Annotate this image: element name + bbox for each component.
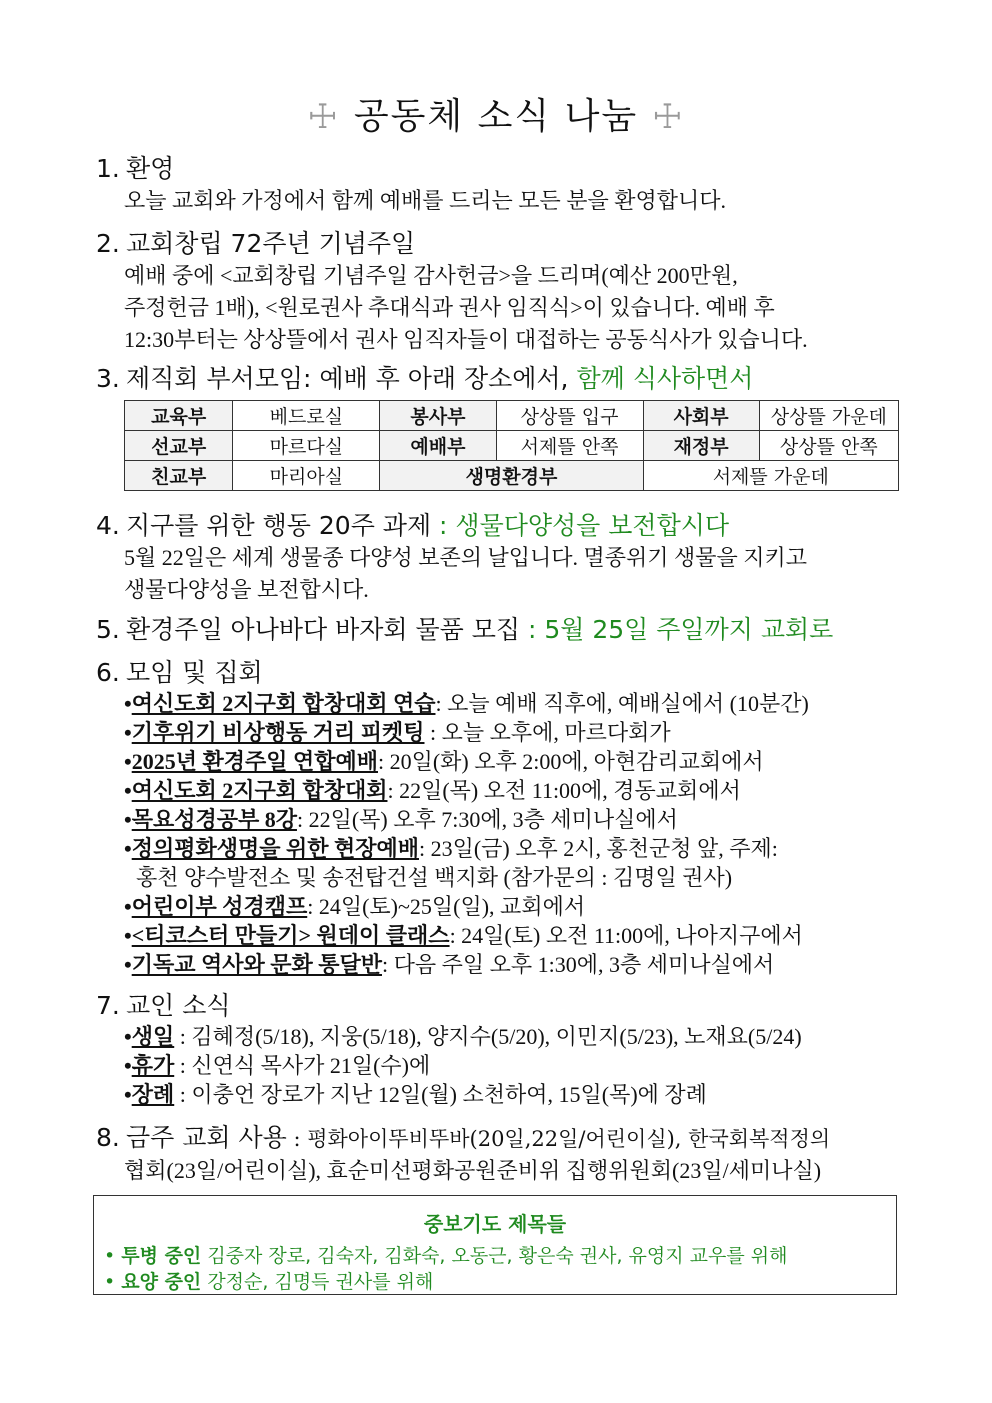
event-name: 목요성경공부 8강 xyxy=(131,807,297,832)
dept-location: 서제뜰 안쪽 xyxy=(496,431,643,461)
section-meetings xyxy=(96,657,906,979)
section-number: 5. xyxy=(96,615,120,644)
event-name: 정의평화생명을 위한 현장예배 xyxy=(131,836,419,861)
event-detail: : 23일(금) 오후 2시, 홍천군청 앞, 주제: xyxy=(418,836,778,861)
news-detail: : 이충언 장로가 지난 12일(월) 소천하여, 15일(목)에 장례 xyxy=(174,1082,707,1107)
news-type: 장례 xyxy=(131,1082,175,1107)
text-line: 주정헌금 1배), <원로권사 추대식과 권사 임직식>이 있습니다. 예배 후 xyxy=(124,295,775,320)
section-number: 1. xyxy=(96,154,120,183)
prayer-names: 김중자 장로, 김숙자, 김화숙, 오동근, 황은숙 권사, 유영지 교우를 위해 xyxy=(201,1245,788,1267)
prayer-category: 투병 중인 xyxy=(121,1245,202,1267)
event-detail: : 24일(토)~25일(일), 교회에서 xyxy=(307,894,586,919)
section-number: 4. xyxy=(96,511,120,540)
section-highlight: : 생물다양성을 보전합시다 xyxy=(431,511,730,540)
dept-location: 서제뜰 가운데 xyxy=(643,461,898,491)
event-name: 어린이부 성경캠프 xyxy=(131,894,308,919)
section-highlight: : 5월 25일 주일까지 교회로 xyxy=(520,615,834,644)
dept-name: 생명환경부 xyxy=(380,461,643,491)
section-number: 3. xyxy=(96,364,120,393)
department-location-table xyxy=(124,400,899,491)
section-number: 7. xyxy=(96,991,120,1020)
list-item: •<티코스터 만들기> 원데이 클래스: 24일(토) 오전 11:00에, 나아지구에서 xyxy=(124,923,803,948)
section-welcome xyxy=(96,153,906,217)
event-name: 여신도회 2지구회 합창대회 xyxy=(131,778,388,803)
news-type: 휴가 xyxy=(131,1053,175,1078)
dept-name: 선교부 xyxy=(125,431,233,461)
section-number: 8. xyxy=(96,1123,120,1152)
list-item: •여신도회 2지구회 합창대회: 22일(목) 오전 11:00에, 경동교회에서 xyxy=(124,778,741,803)
dept-location: 상상뜰 입구 xyxy=(496,401,643,431)
section-heading: 환경주일 아나바다 바자회 물품 모집 xyxy=(126,615,521,644)
prayer-item: • 요양 중인 강정순, 김명득 권사를 위해 xyxy=(104,1271,434,1293)
list-item: •어린이부 성경캠프: 24일(토)~25일(일), 교회에서 xyxy=(124,894,586,919)
dept-name: 교육부 xyxy=(125,401,233,431)
text-line: 5월 22일은 세계 생물종 다양성 보존의 날입니다. 멸종위기 생물을 지키고 xyxy=(124,545,808,570)
text-line: 예배 중에 <교회창립 기념주일 감사헌금>을 드리며(예산 200만원, xyxy=(124,263,738,288)
event-detail: : 22일(목) 오후 7:30에, 3층 세미나실에서 xyxy=(296,807,678,832)
section-facility-use xyxy=(96,1122,906,1187)
dept-name: 봉사부 xyxy=(380,401,496,431)
page-title: ☩ 공동체 소식 나눔 ☩ xyxy=(307,96,685,137)
news-detail: : 김혜정(5/18), 지웅(5/18), 양지수(5/20), 이민지(5/23), 노재요(5/24) xyxy=(174,1024,802,1049)
dept-location: 베드로실 xyxy=(233,401,380,431)
section-text: 오늘 교회와 가정에서 함께 예배를 드리는 모든 분을 환영합니다. xyxy=(124,188,727,213)
event-name: 기독교 역사와 문화 통달반 xyxy=(131,952,382,977)
list-item: •기후위기 비상행동 거리 피켓팅 : 오늘 오후에, 마르다회가 xyxy=(124,720,671,745)
section-number: 2. xyxy=(96,229,120,258)
section-heading: 모임 및 집회 xyxy=(126,658,263,687)
prayer-box xyxy=(93,1195,897,1295)
section-earth-action xyxy=(96,510,906,606)
cross-icon: ☩ xyxy=(652,97,685,137)
list-item: •정의평화생명을 위한 현장예배: 23일(금) 오후 2시, 홍천군청 앞, 주제: xyxy=(124,836,778,861)
section-highlight: 함께 식사하면서 xyxy=(568,364,754,393)
dept-name: 예배부 xyxy=(380,431,496,461)
event-detail: : 오늘 예배 직후에, 예배실에서 (10분간) xyxy=(435,691,809,716)
prayer-title: 중보기도 제목들 xyxy=(423,1212,567,1236)
prayer-item: • 투병 중인 김중자 장로, 김숙자, 김화숙, 오동근, 황은숙 권사, 유영지 교우를 위해 xyxy=(104,1245,788,1267)
section-heading: 제직회 부서모임: 예배 후 아래 장소에서, xyxy=(126,364,569,393)
section-bazaar xyxy=(96,614,906,646)
event-detail: : 22일(목) 오전 11:00에, 경동교회에서 xyxy=(387,778,741,803)
event-name: <티코스터 만들기> 원데이 클래스 xyxy=(131,923,450,948)
list-item: •기독교 역사와 문화 통달반: 다음 주일 오후 1:30에, 3층 세미나실에서 xyxy=(124,952,775,977)
event-detail: : 다음 주일 오후 1:30에, 3층 세미나실에서 xyxy=(381,952,775,977)
list-item: •2025년 환경주일 연합예배: 20일(화) 오후 2:00에, 아현감리교회에서 xyxy=(124,749,764,774)
dept-location: 마리아실 xyxy=(233,461,380,491)
section-dept-meeting xyxy=(96,363,906,395)
section-number: 6. xyxy=(96,658,120,687)
dept-location: 상상뜰 안쪽 xyxy=(759,431,898,461)
list-item: •생일 : 김혜정(5/18), 지웅(5/18), 양지수(5/20), 이민지(5/23), 노재요(5/24) xyxy=(124,1024,802,1049)
text-line: 협회(23일/어린이실), 효순미선평화공원준비위 집행위원회(23일/세미나실) xyxy=(124,1158,822,1183)
event-name: 기후위기 비상행동 거리 피켓팅 xyxy=(131,720,425,745)
prayer-names: 강정순, 김명득 권사를 위해 xyxy=(201,1271,434,1293)
prayer-category: 요양 중인 xyxy=(121,1271,202,1293)
section-heading: 교인 소식 xyxy=(126,991,231,1020)
section-anniversary xyxy=(96,228,906,356)
news-detail: : 신연식 목사가 21일(수)에 xyxy=(174,1053,431,1078)
section-heading: 지구를 위한 행동 20주 과제 xyxy=(126,511,432,540)
event-detail-continued: 홍천 양수발전소 및 송전탑건설 백지화 (참가문의 : 김명일 권사) xyxy=(136,865,733,890)
dept-name: 재정부 xyxy=(643,431,759,461)
event-detail: : 20일(화) 오후 2:00에, 아현감리교회에서 xyxy=(377,749,764,774)
dept-location: 상상뜰 가운데 xyxy=(759,401,898,431)
event-name: 여신도회 2지구회 합창대회 연습 xyxy=(131,691,436,716)
list-item: •휴가 : 신연식 목사가 21일(수)에 xyxy=(124,1053,431,1078)
section-heading: 환영 xyxy=(126,154,175,183)
text-line: 12:30부터는 상상뜰에서 권사 임직자들이 대접하는 공동식사가 있습니다. xyxy=(124,327,808,352)
table-row xyxy=(125,461,899,491)
cross-icon: ☩ xyxy=(307,97,340,137)
list-item: •장례 : 이충언 장로가 지난 12일(월) 소천하여, 15일(목)에 장례 xyxy=(124,1082,707,1107)
text-line: : 평화아이뚜비뚜바(20일,22일/어린이실), 한국회복적정의 xyxy=(286,1127,831,1151)
list-item: •목요성경공부 8강: 22일(목) 오후 7:30에, 3층 세미나실에서 xyxy=(124,807,678,832)
news-type: 생일 xyxy=(131,1024,175,1049)
table-row xyxy=(125,431,899,461)
event-detail: : 24일(토) 오전 11:00에, 나아지구에서 xyxy=(449,923,803,948)
dept-name: 친교부 xyxy=(125,461,233,491)
section-member-news xyxy=(96,990,906,1109)
dept-location: 마르다실 xyxy=(233,431,380,461)
section-heading: 교회창립 72주년 기념주일 xyxy=(126,229,416,258)
dept-name: 사회부 xyxy=(643,401,759,431)
list-item: •여신도회 2지구회 합창대회 연습: 오늘 예배 직후에, 예배실에서 (10분간) xyxy=(124,691,809,716)
text-line: 생물다양성을 보전합시다. xyxy=(124,577,369,602)
event-detail: : 오늘 오후에, 마르다회가 xyxy=(424,720,671,745)
table-row xyxy=(125,401,899,431)
event-name: 2025년 환경주일 연합예배 xyxy=(131,749,378,774)
section-heading: 금주 교회 사용 xyxy=(126,1123,287,1152)
